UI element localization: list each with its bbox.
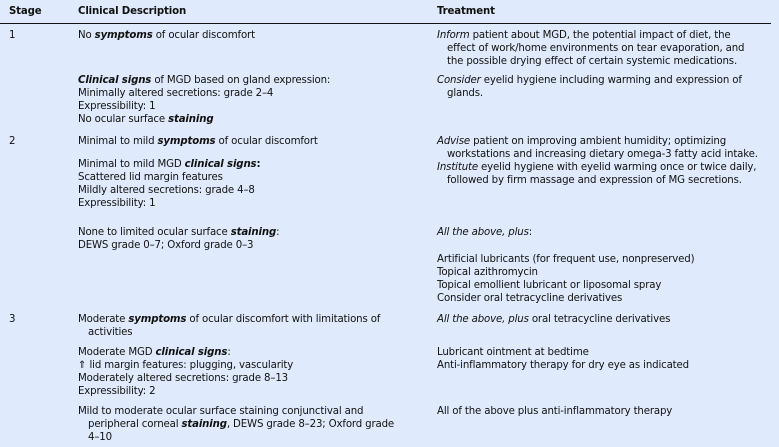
stage-2-treatment-institute-line2: followed by firm massage and expression of MG secretions.: [447, 175, 742, 186]
stage-3-lid-margin: ⇑ lid margin features: plugging, vascularity: [78, 360, 294, 371]
stage-3-treatment-all-above: All the above, plus oral tetracycline derivatives: [437, 314, 671, 325]
stage-3-treatment-ointment: Lubricant ointment at bedtime: [437, 347, 589, 358]
stage-2-clinical-signs: Minimal to mild MGD clinical signs:: [78, 159, 261, 170]
stage-3-treatment-all-of-above: All of the above plus anti-inflammatory therapy: [437, 406, 673, 417]
stage-2-symptoms: Minimal to mild symptoms of ocular discomfort: [78, 136, 318, 147]
stage-2-treatment-all-above: All the above, plus:: [437, 227, 533, 238]
stage-2-dews-grade: DEWS grade 0–7; Oxford grade 0–3: [78, 240, 254, 251]
stage-2-treatment-advise-line2: workstations and increasing dietary omega-3 fatty acid intake.: [447, 149, 758, 160]
stage-1-symptoms: No symptoms of ocular discomfort: [78, 30, 255, 41]
stage-2-treatment-azithromycin: Topical azithromycin: [437, 267, 538, 278]
stage-3-symptoms-line2: activities: [88, 327, 133, 338]
stage-2-treatment-tetracycline: Consider oral tetracycline derivatives: [437, 293, 623, 304]
stage-1-expressibility: Expressibility: 1: [78, 101, 156, 112]
stage-1-treatment-consider-line2: glands.: [447, 88, 483, 99]
stage-2-lid-margin: Scattered lid margin features: [78, 172, 223, 183]
stage-2-secretions: Mildly altered secretions: grade 4–8: [78, 185, 255, 196]
stage-3-secretions: Moderately altered secretions: grade 8–13: [78, 373, 288, 384]
stage-3-treatment-anti-inflammatory: Anti-inflammatory therapy for dry eye as indicated: [437, 360, 689, 371]
header-clinical-description: Clinical Description: [78, 6, 187, 17]
stage-2-staining: None to limited ocular surface staining:: [78, 227, 280, 238]
stage-1-treatment-inform-line3: the possible drying effect of certain systemic medications.: [447, 56, 738, 67]
header-stage: Stage: [9, 6, 42, 17]
stage-1-treatment-inform: Inform patient about MGD, the potential impact of diet, the: [437, 30, 731, 41]
stage-3-staining: Mild to moderate ocular surface staining conjunctival and: [78, 406, 364, 417]
stage-1-staining: No ocular surface staining: [78, 114, 214, 125]
stage-1-treatment-consider: Consider eyelid hygiene including warming and expression of: [437, 75, 742, 86]
stage-3-clinical-signs: Moderate MGD clinical signs:: [78, 347, 231, 358]
header-rule: [0, 23, 771, 24]
stage-3-staining-line3: 4–10: [88, 432, 112, 443]
stage-1-secretions: Minimally altered secretions: grade 2–4: [78, 88, 274, 99]
stage-2-treatment-advise: Advise patient on improving ambient humidity; optimizing: [437, 136, 727, 147]
stage-3-number: 3: [9, 314, 16, 325]
stage-2-treatment-emollient: Topical emollient lubricant or liposomal spray: [437, 280, 662, 291]
increase-arrow-icon: ⇑: [78, 360, 87, 371]
stage-3-expressibility: Expressibility: 2: [78, 386, 156, 397]
stage-1-treatment-inform-line2: effect of work/home environments on tear evaporation, and: [447, 43, 745, 54]
stage-1-number: 1: [9, 30, 16, 41]
stage-1-clinical-signs: Clinical signs of MGD based on gland expression:: [78, 75, 331, 86]
stage-2-treatment-lubricants: Artificial lubricants (for frequent use, nonpreserved): [437, 254, 695, 265]
stage-2-expressibility: Expressibility: 1: [78, 198, 156, 209]
stage-2-treatment-institute: Institute eyelid hygiene with eyelid warming once or twice daily,: [437, 162, 757, 173]
header-treatment: Treatment: [437, 6, 495, 17]
stage-3-symptoms: Moderate symptoms of ocular discomfort with limitations of: [78, 314, 381, 325]
stage-2-number: 2: [9, 136, 16, 147]
stage-3-staining-line2: peripheral corneal staining, DEWS grade 8–23; Oxford grade: [88, 419, 395, 430]
